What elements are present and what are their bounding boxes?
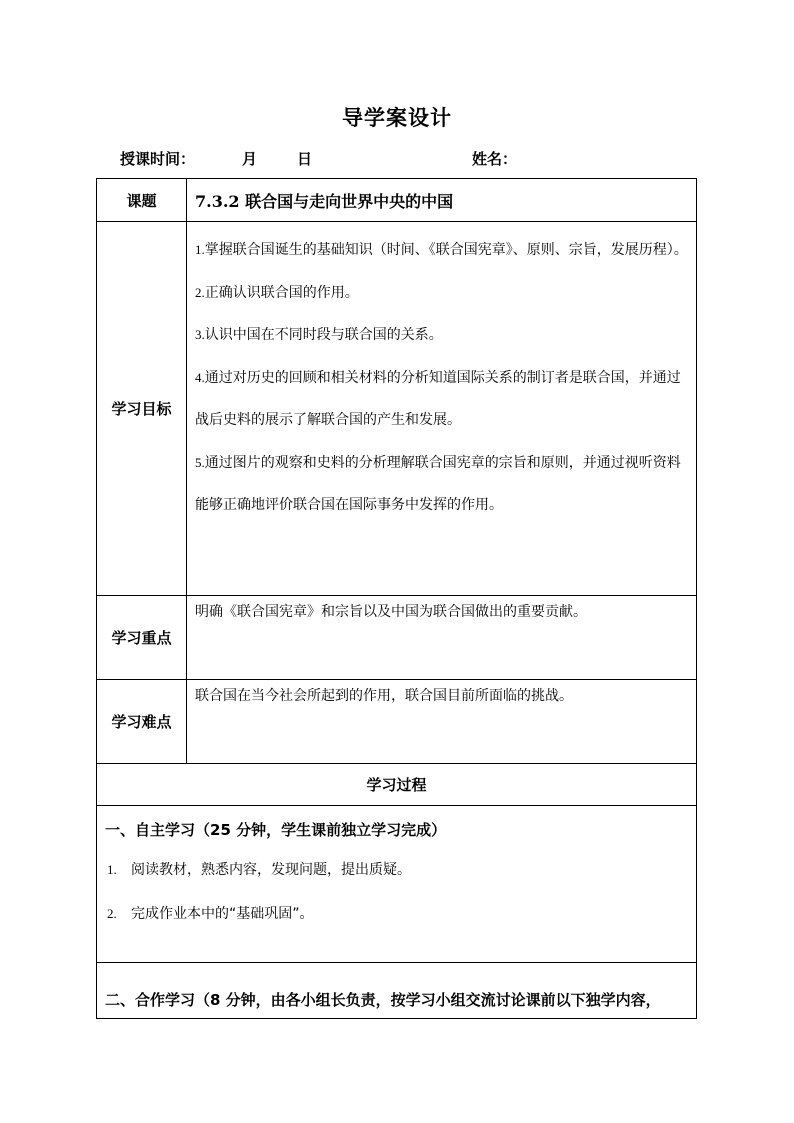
topic-text: 7.3.2 联合国与走向世界中央的中国 bbox=[187, 179, 697, 222]
topic-label: 课题 bbox=[97, 179, 187, 222]
key-row bbox=[97, 596, 697, 680]
key-text: 明确《联合国宪章》和宗旨以及中国为联合国做出的重要贡献。 bbox=[187, 596, 697, 680]
section1-item: 1. 阅读教材，熟悉内容，发现问题，提出质疑。 bbox=[107, 862, 411, 878]
goals-cell bbox=[187, 222, 697, 596]
difficulty-row bbox=[97, 680, 697, 764]
goal-item: 5.通过图片的观察和史料的分析理解联合国宪章的宗旨和原则，并通过视听资料能够正确地评价联合国在国际事务中发挥的作用。 bbox=[195, 454, 681, 513]
section1-title: 一、自主学习（25 分钟，学生课前独立学习完成） bbox=[105, 821, 447, 839]
key-label: 学习重点 bbox=[97, 596, 187, 680]
process-heading: 学习过程 bbox=[97, 764, 697, 806]
day-label: 日 bbox=[297, 150, 313, 168]
page-title: 导学案设计 bbox=[342, 106, 452, 130]
section1-items bbox=[97, 840, 696, 936]
difficulty-text: 联合国在当今社会所起到的作用，联合国目前所面临的挑战。 bbox=[187, 680, 697, 764]
goal-item: 3.认识中国在不同时段与联合国的关系。 bbox=[195, 327, 443, 343]
time-label: 授课时间： bbox=[120, 150, 196, 168]
goal-item: 4.通过对历史的回顾和相关材料的分析知道国际关系的制订者是联合国，并通过战后史料的展示了解联合国的产生和发展。 bbox=[195, 369, 681, 428]
difficulty-label: 学习难点 bbox=[97, 680, 187, 764]
goals-row bbox=[97, 222, 697, 596]
month-label: 月 bbox=[242, 150, 258, 168]
goal-item: 1.掌握联合国诞生的基础知识（时间、《联合国宪章》、原则、宗旨，发展历程）。 bbox=[195, 242, 688, 258]
process-row bbox=[97, 764, 697, 806]
section2-cell bbox=[97, 963, 697, 1019]
name-label: 姓名： bbox=[472, 150, 518, 168]
topic-row bbox=[97, 179, 697, 222]
lesson-table bbox=[96, 178, 697, 1019]
section1-item: 2. 完成作业本中的“基础巩固”。 bbox=[107, 906, 314, 922]
section1-cell bbox=[97, 806, 697, 963]
goals-label: 学习目标 bbox=[97, 222, 187, 596]
section2-title: 二、合作学习（8 分钟，由各小组长负责，按学习小组交流讨论课前以下独学内容， bbox=[105, 991, 661, 1009]
goal-item: 2.正确认识联合国的作用。 bbox=[195, 284, 359, 301]
section1-row bbox=[97, 806, 697, 963]
section2-row bbox=[97, 963, 697, 1019]
